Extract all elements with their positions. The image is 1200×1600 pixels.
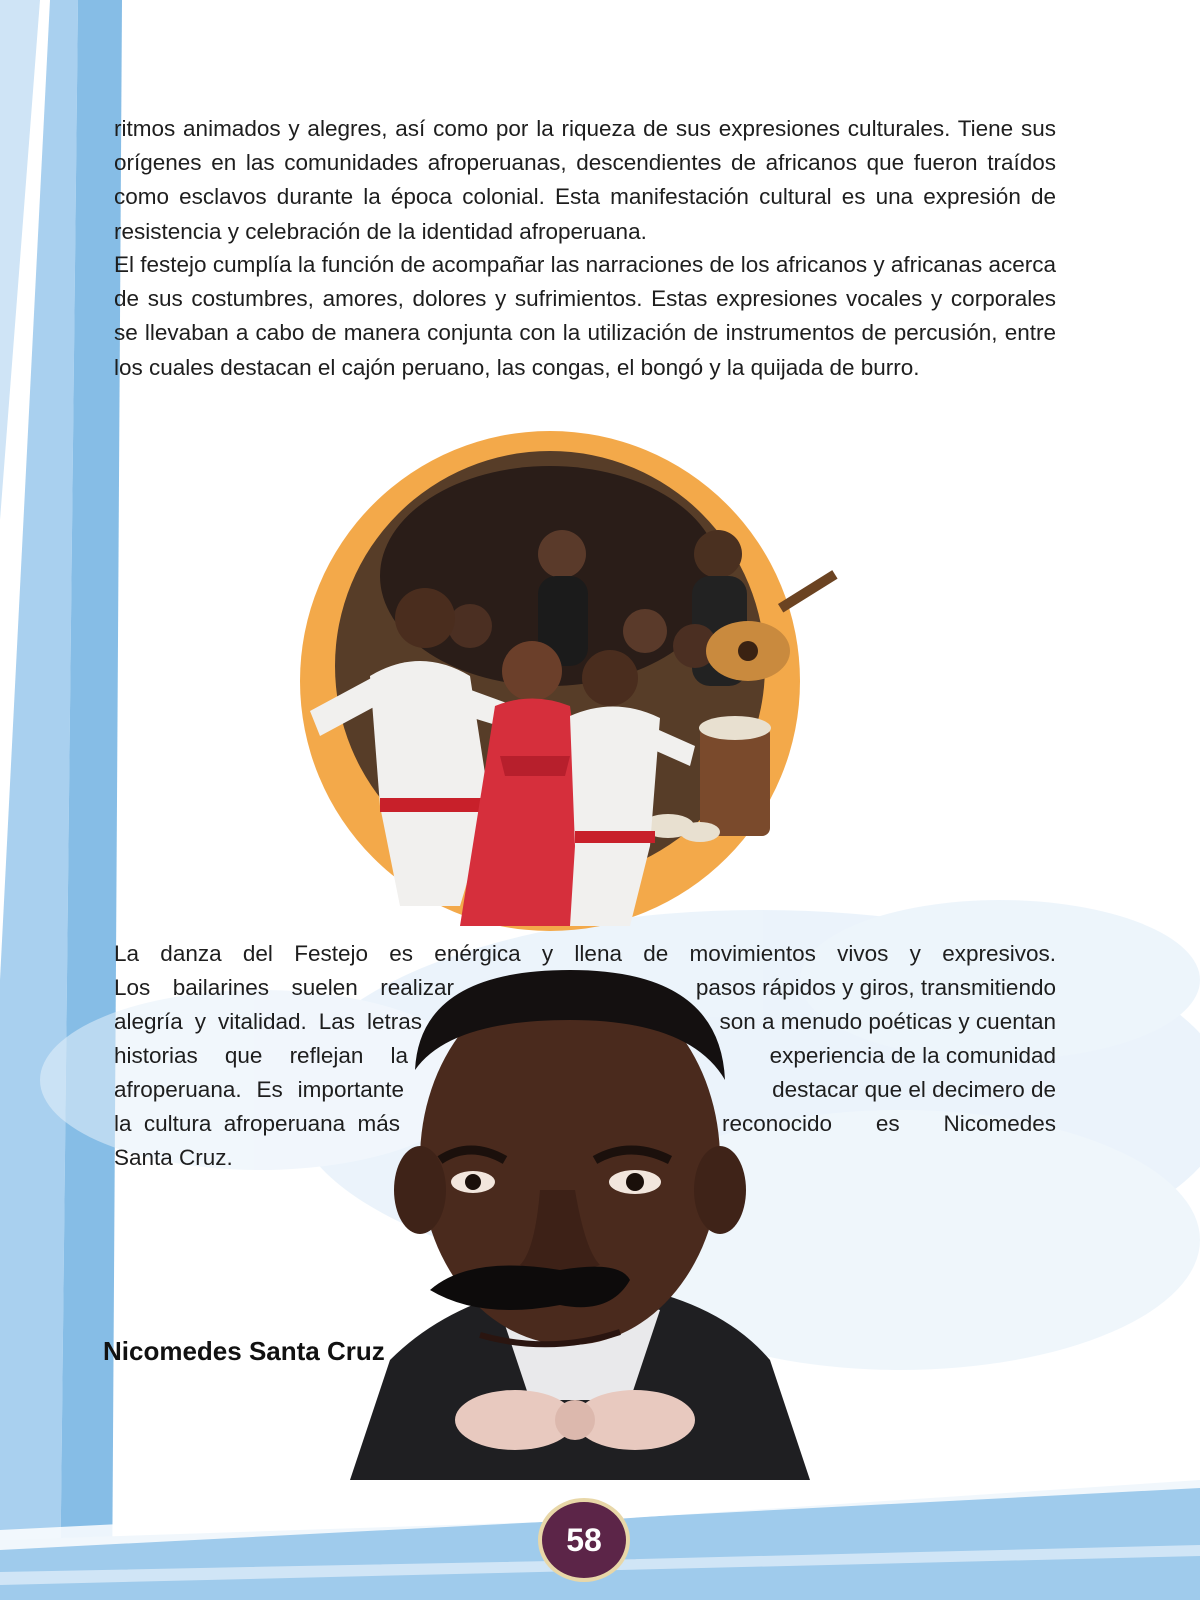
wrap-text-line: reconocido es Nicomedes: [722, 1111, 1056, 1136]
wrap-text-line: Santa Cruz.: [114, 1145, 233, 1170]
wrap-text-line: alegría y vitalidad. Las letras: [114, 1009, 422, 1034]
wrap-text-line: son a menudo poéticas y cuentan: [719, 1009, 1056, 1034]
wrap-text-line: la cultura afroperuana más: [114, 1111, 400, 1136]
page-number-badge: [538, 1498, 630, 1582]
wrap-text-line: Los bailarines suelen realizar: [114, 975, 454, 1000]
wrap-text-line: experiencia de la comunidad: [769, 1043, 1056, 1068]
festejo-dancers-illustration: [300, 426, 860, 936]
body-paragraph-festejo: El festejo cumplía la función de acompañar las narraciones de los africanos y africanas acerca de sus costumbres, amores, dolores y sufrimientos. Estas expresiones vocales y corporales se llevaban a cabo de manera conjunta con la utilización de instrumentos de percusión, entre los cuales destacan el cajón peruano, las congas, el bongó y la quijada de burro.: [114, 252, 1056, 380]
wrap-text-line: destacar que el decimero de: [772, 1077, 1056, 1102]
wrap-text-line: pasos rápidos y giros, transmitiendo: [695, 975, 1056, 1000]
body-paragraph-intro: ritmos animados y alegres, así como por la riqueza de sus expresiones culturales. Tiene sus orígenes en las comunidades afroperuanas, descendientes de africanos que fueron traídos como esclavos durante la época colonial. Esta manifestación cultural es una expresión de resistencia y celebración de la identidad afroperuana.: [114, 116, 1056, 244]
page-number: 58: [566, 1521, 602, 1558]
portrait-caption: Nicomedes Santa Cruz: [103, 1336, 385, 1366]
nicomedes-santa-cruz-portrait: [330, 960, 840, 1480]
wrap-text-line: La danza del Festejo es enérgica y llena de movimientos vivos y expresivos.: [114, 941, 1056, 966]
wrap-text-line: afroperuana. Es importante: [114, 1077, 404, 1102]
wrap-text-line: historias que reflejan la: [114, 1043, 408, 1068]
